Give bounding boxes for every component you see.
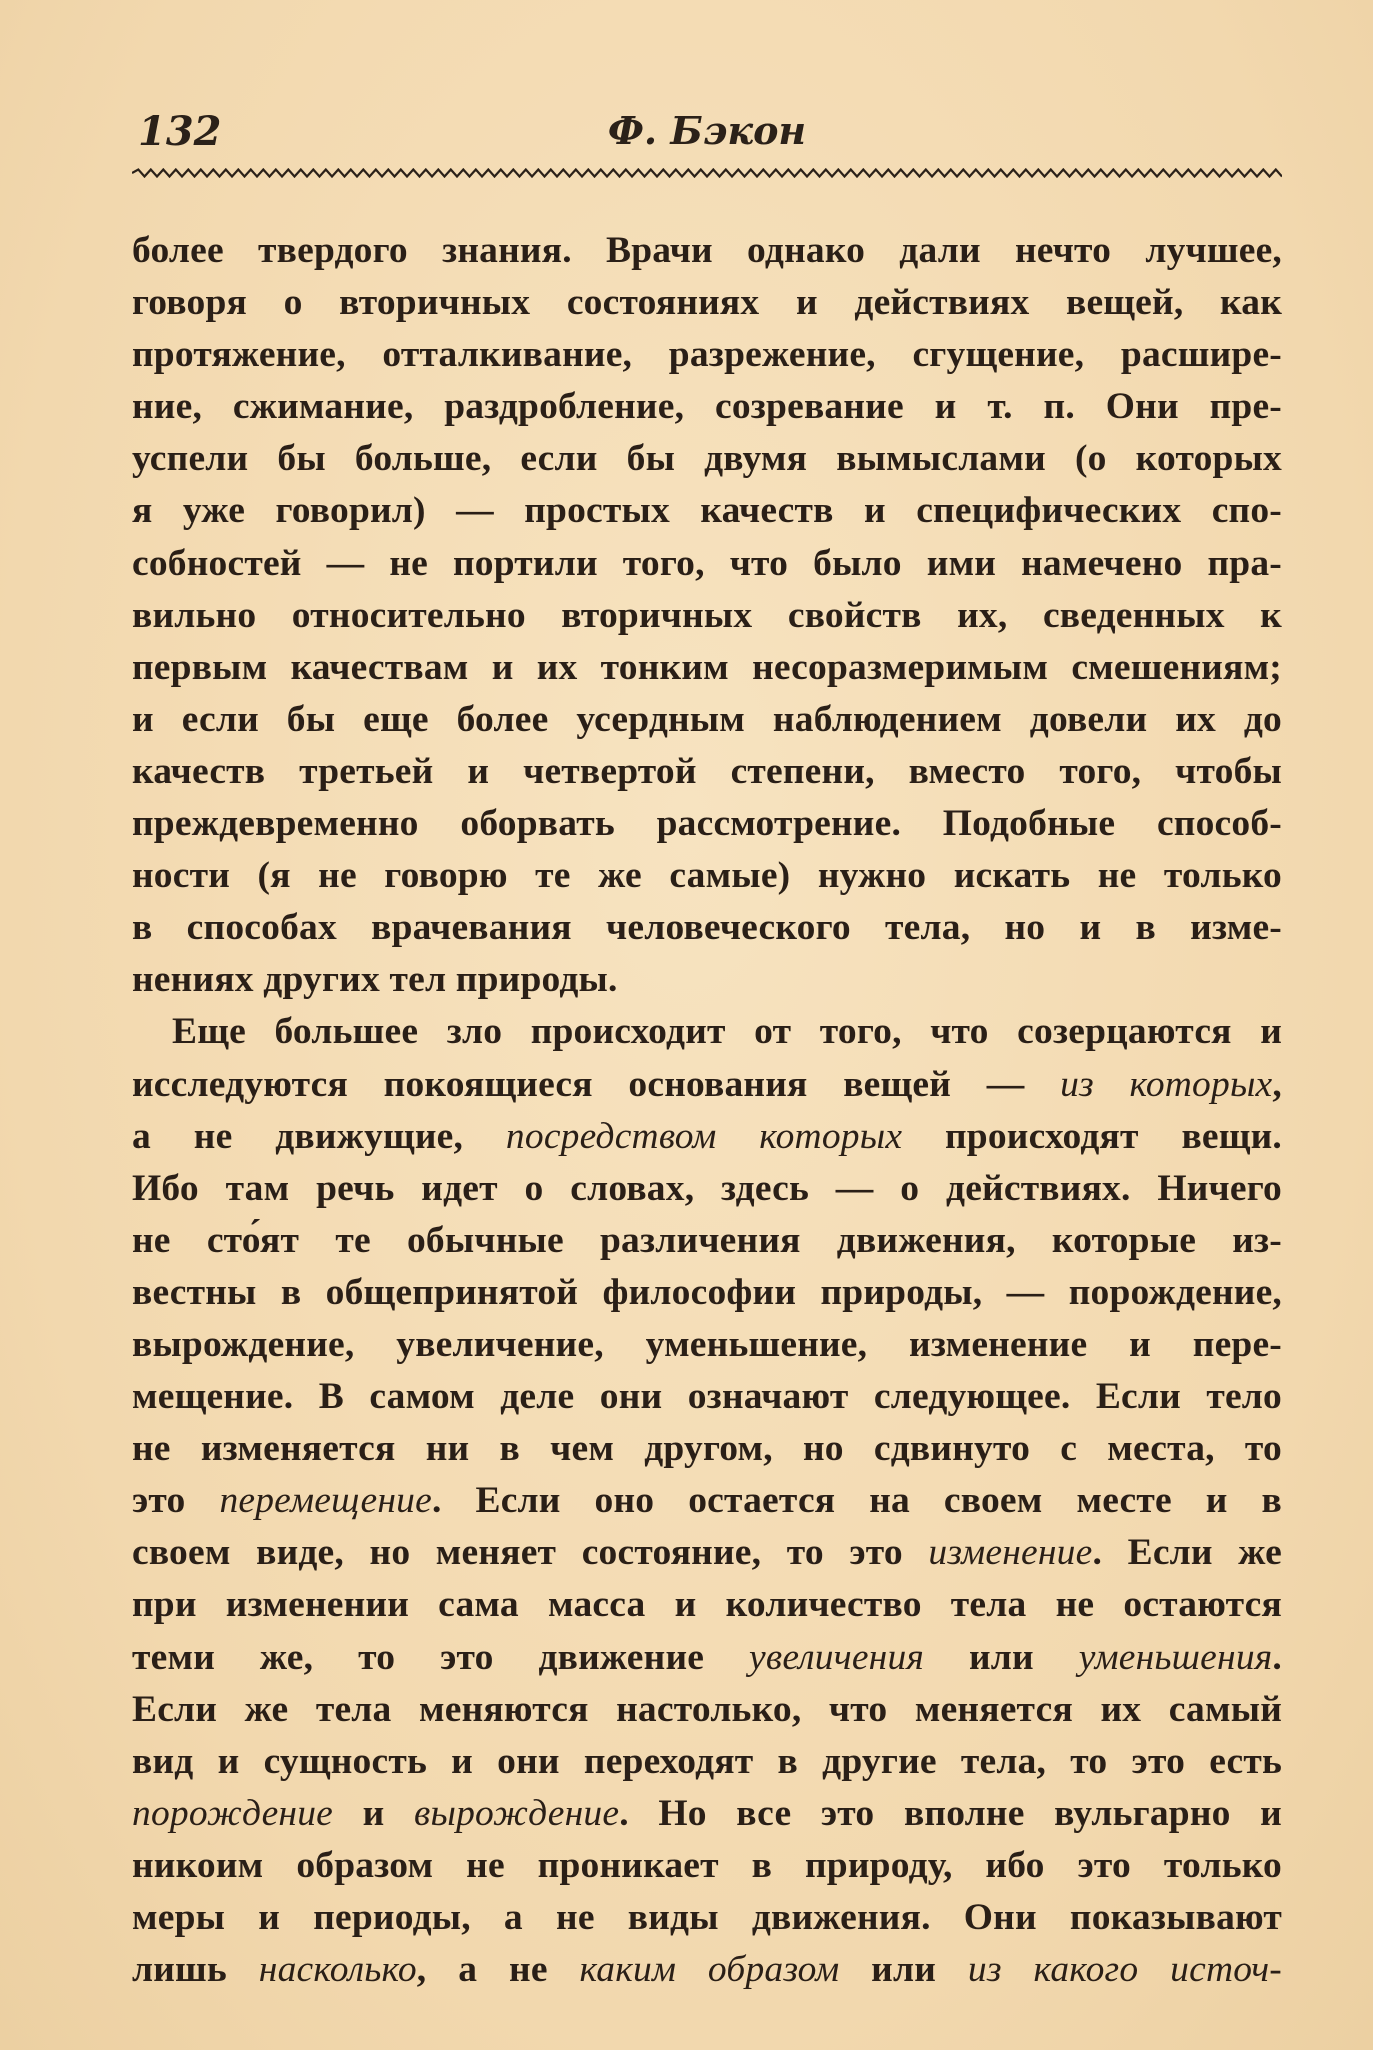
text-segment: это xyxy=(132,1480,220,1522)
text-segment: а не движущие, xyxy=(132,1115,506,1157)
italic-emphasis: насколько xyxy=(258,1949,417,1991)
book-page xyxy=(132,100,1282,2020)
text-segment: вестны в общепринятой философии природы, — порождение, xyxy=(132,1271,1282,1313)
italic-emphasis: перемещение xyxy=(219,1480,432,1522)
text-segment: исследуются покоящиеся основания вещей — xyxy=(132,1063,1061,1105)
text-line xyxy=(132,277,1282,329)
italic-emphasis: из какого источ- xyxy=(967,1949,1282,1991)
text-line xyxy=(132,746,1282,798)
text-segment: своем виде, но меняет состояние, то это xyxy=(132,1532,929,1574)
text-line xyxy=(132,1788,1282,1840)
page-header xyxy=(132,100,1282,170)
running-title: Ф. Бэкон xyxy=(607,108,807,153)
text-line xyxy=(132,954,1282,1006)
text-segment: и если бы еще более усердным наблюдением довели их до xyxy=(132,698,1282,740)
text-segment: . Но все это вполне вульгарно и xyxy=(619,1792,1282,1834)
text-line xyxy=(132,1892,1282,1944)
italic-emphasis: уменьшения xyxy=(1078,1636,1273,1678)
text-line xyxy=(132,1163,1282,1215)
text-segment: качеств третьей и четвертой степени, вместо того, чтобы xyxy=(132,750,1282,792)
text-segment: вильно относительно вторичных свойств их, сведенных к xyxy=(132,594,1282,636)
text-line xyxy=(132,329,1282,381)
text-line xyxy=(132,381,1282,433)
text-segment: мещение. В самом деле они означают следующее. Если тело xyxy=(132,1376,1282,1418)
text-line xyxy=(132,1736,1282,1788)
text-segment: ности (я не говорю те же самые) нужно искать не только xyxy=(132,855,1282,897)
text-segment: не изменяется ни в чем другом, но сдвинуто с места, то xyxy=(132,1428,1282,1470)
text-segment: . Если же xyxy=(1092,1532,1282,1574)
text-line xyxy=(132,485,1282,537)
text-segment: или xyxy=(839,1949,968,1991)
text-segment: преждевременно оборвать рассмотрение. Подобные способ- xyxy=(132,803,1282,845)
text-segment: Еще большее зло происходит от того, что созерцаются и xyxy=(172,1011,1282,1053)
text-line xyxy=(132,902,1282,954)
text-line xyxy=(132,1527,1282,1579)
text-segment: происходят вещи. xyxy=(902,1115,1282,1157)
italic-emphasis: увеличения xyxy=(749,1636,925,1678)
decorative-rule xyxy=(132,168,1282,178)
italic-emphasis: порождение xyxy=(132,1792,334,1834)
text-line xyxy=(132,1632,1282,1684)
text-segment: ние, сжимание, раздробление, созревание и т. п. Они пре- xyxy=(132,386,1282,428)
text-line xyxy=(132,433,1282,485)
text-line xyxy=(132,1059,1282,1111)
text-segment: более твердого знания. Врачи однако дали нечто лучшее, xyxy=(132,230,1282,271)
text-line xyxy=(132,1215,1282,1267)
text-line xyxy=(132,1475,1282,1527)
text-line xyxy=(132,1944,1282,1996)
italic-emphasis: из которых xyxy=(1060,1063,1273,1105)
italic-emphasis: посредством которых xyxy=(505,1115,903,1157)
text-line xyxy=(132,1111,1282,1163)
text-segment: , а не xyxy=(416,1949,580,1991)
text-line xyxy=(132,1579,1282,1631)
text-line xyxy=(132,1319,1282,1371)
text-line xyxy=(132,1006,1282,1058)
text-segment: . Если оно остается на своем месте и в xyxy=(431,1480,1282,1522)
text-segment: никоим образом не проникает в природу, ибо это только xyxy=(132,1844,1282,1886)
text-segment: собностей — не портили того, что было ими намечено пра- xyxy=(132,542,1282,584)
text-segment: теми же, то это движение xyxy=(132,1636,749,1678)
text-line xyxy=(132,1423,1282,1475)
text-line xyxy=(132,1267,1282,1319)
italic-emphasis: каким образом xyxy=(579,1949,840,1991)
wavy-rule-icon xyxy=(132,168,1282,178)
text-line xyxy=(132,538,1282,590)
text-line xyxy=(132,1684,1282,1736)
page-number: 132 xyxy=(138,108,222,155)
text-segment: Если же тела меняются настолько, что меняется их самый xyxy=(132,1688,1282,1730)
text-segment: лишь xyxy=(132,1949,259,1991)
body-text xyxy=(132,225,1282,1996)
text-segment: вид и сущность и они переходят в другие тела, то это есть xyxy=(132,1740,1282,1782)
text-segment: я уже говорил) — простых качеств и специфических спо- xyxy=(132,490,1282,532)
text-segment: говоря о вторичных состояниях и действиях вещей, как xyxy=(132,282,1282,324)
text-segment: нениях других тел природы. xyxy=(132,959,618,1001)
text-line xyxy=(132,642,1282,694)
text-line xyxy=(132,1840,1282,1892)
text-segment: успели бы больше, если бы двумя вымыслами (о которых xyxy=(132,438,1282,480)
text-segment: , xyxy=(1272,1063,1282,1105)
text-line xyxy=(132,1371,1282,1423)
text-line xyxy=(132,590,1282,642)
text-segment: не сто́ят те обычные различения движения, которые из- xyxy=(132,1219,1282,1261)
text-segment: Ибо там речь идет о словах, здесь — о действиях. Ничего xyxy=(132,1167,1282,1209)
text-segment: . xyxy=(1272,1636,1282,1678)
text-segment: и xyxy=(333,1792,414,1834)
text-segment: меры и периоды, а не виды движения. Они показывают xyxy=(132,1897,1282,1938)
text-line xyxy=(132,798,1282,850)
text-segment: вырождение, увеличение, уменьшение, изменение и пере- xyxy=(132,1323,1282,1365)
italic-emphasis: изменение xyxy=(928,1532,1093,1574)
italic-emphasis: вырождение xyxy=(414,1792,620,1834)
text-line xyxy=(132,225,1282,277)
text-segment: в способах врачевания человеческого тела, но и в изме- xyxy=(132,907,1282,949)
text-line xyxy=(132,850,1282,902)
text-segment: протяжение, отталкивание, разрежение, сгущение, расшире- xyxy=(132,334,1282,376)
text-segment: при изменении сама масса и количество тела не остаются xyxy=(132,1584,1282,1626)
text-segment: или xyxy=(924,1636,1079,1678)
text-segment: первым качествам и их тонким несоразмеримым смешениям; xyxy=(132,646,1282,688)
text-line xyxy=(132,694,1282,746)
